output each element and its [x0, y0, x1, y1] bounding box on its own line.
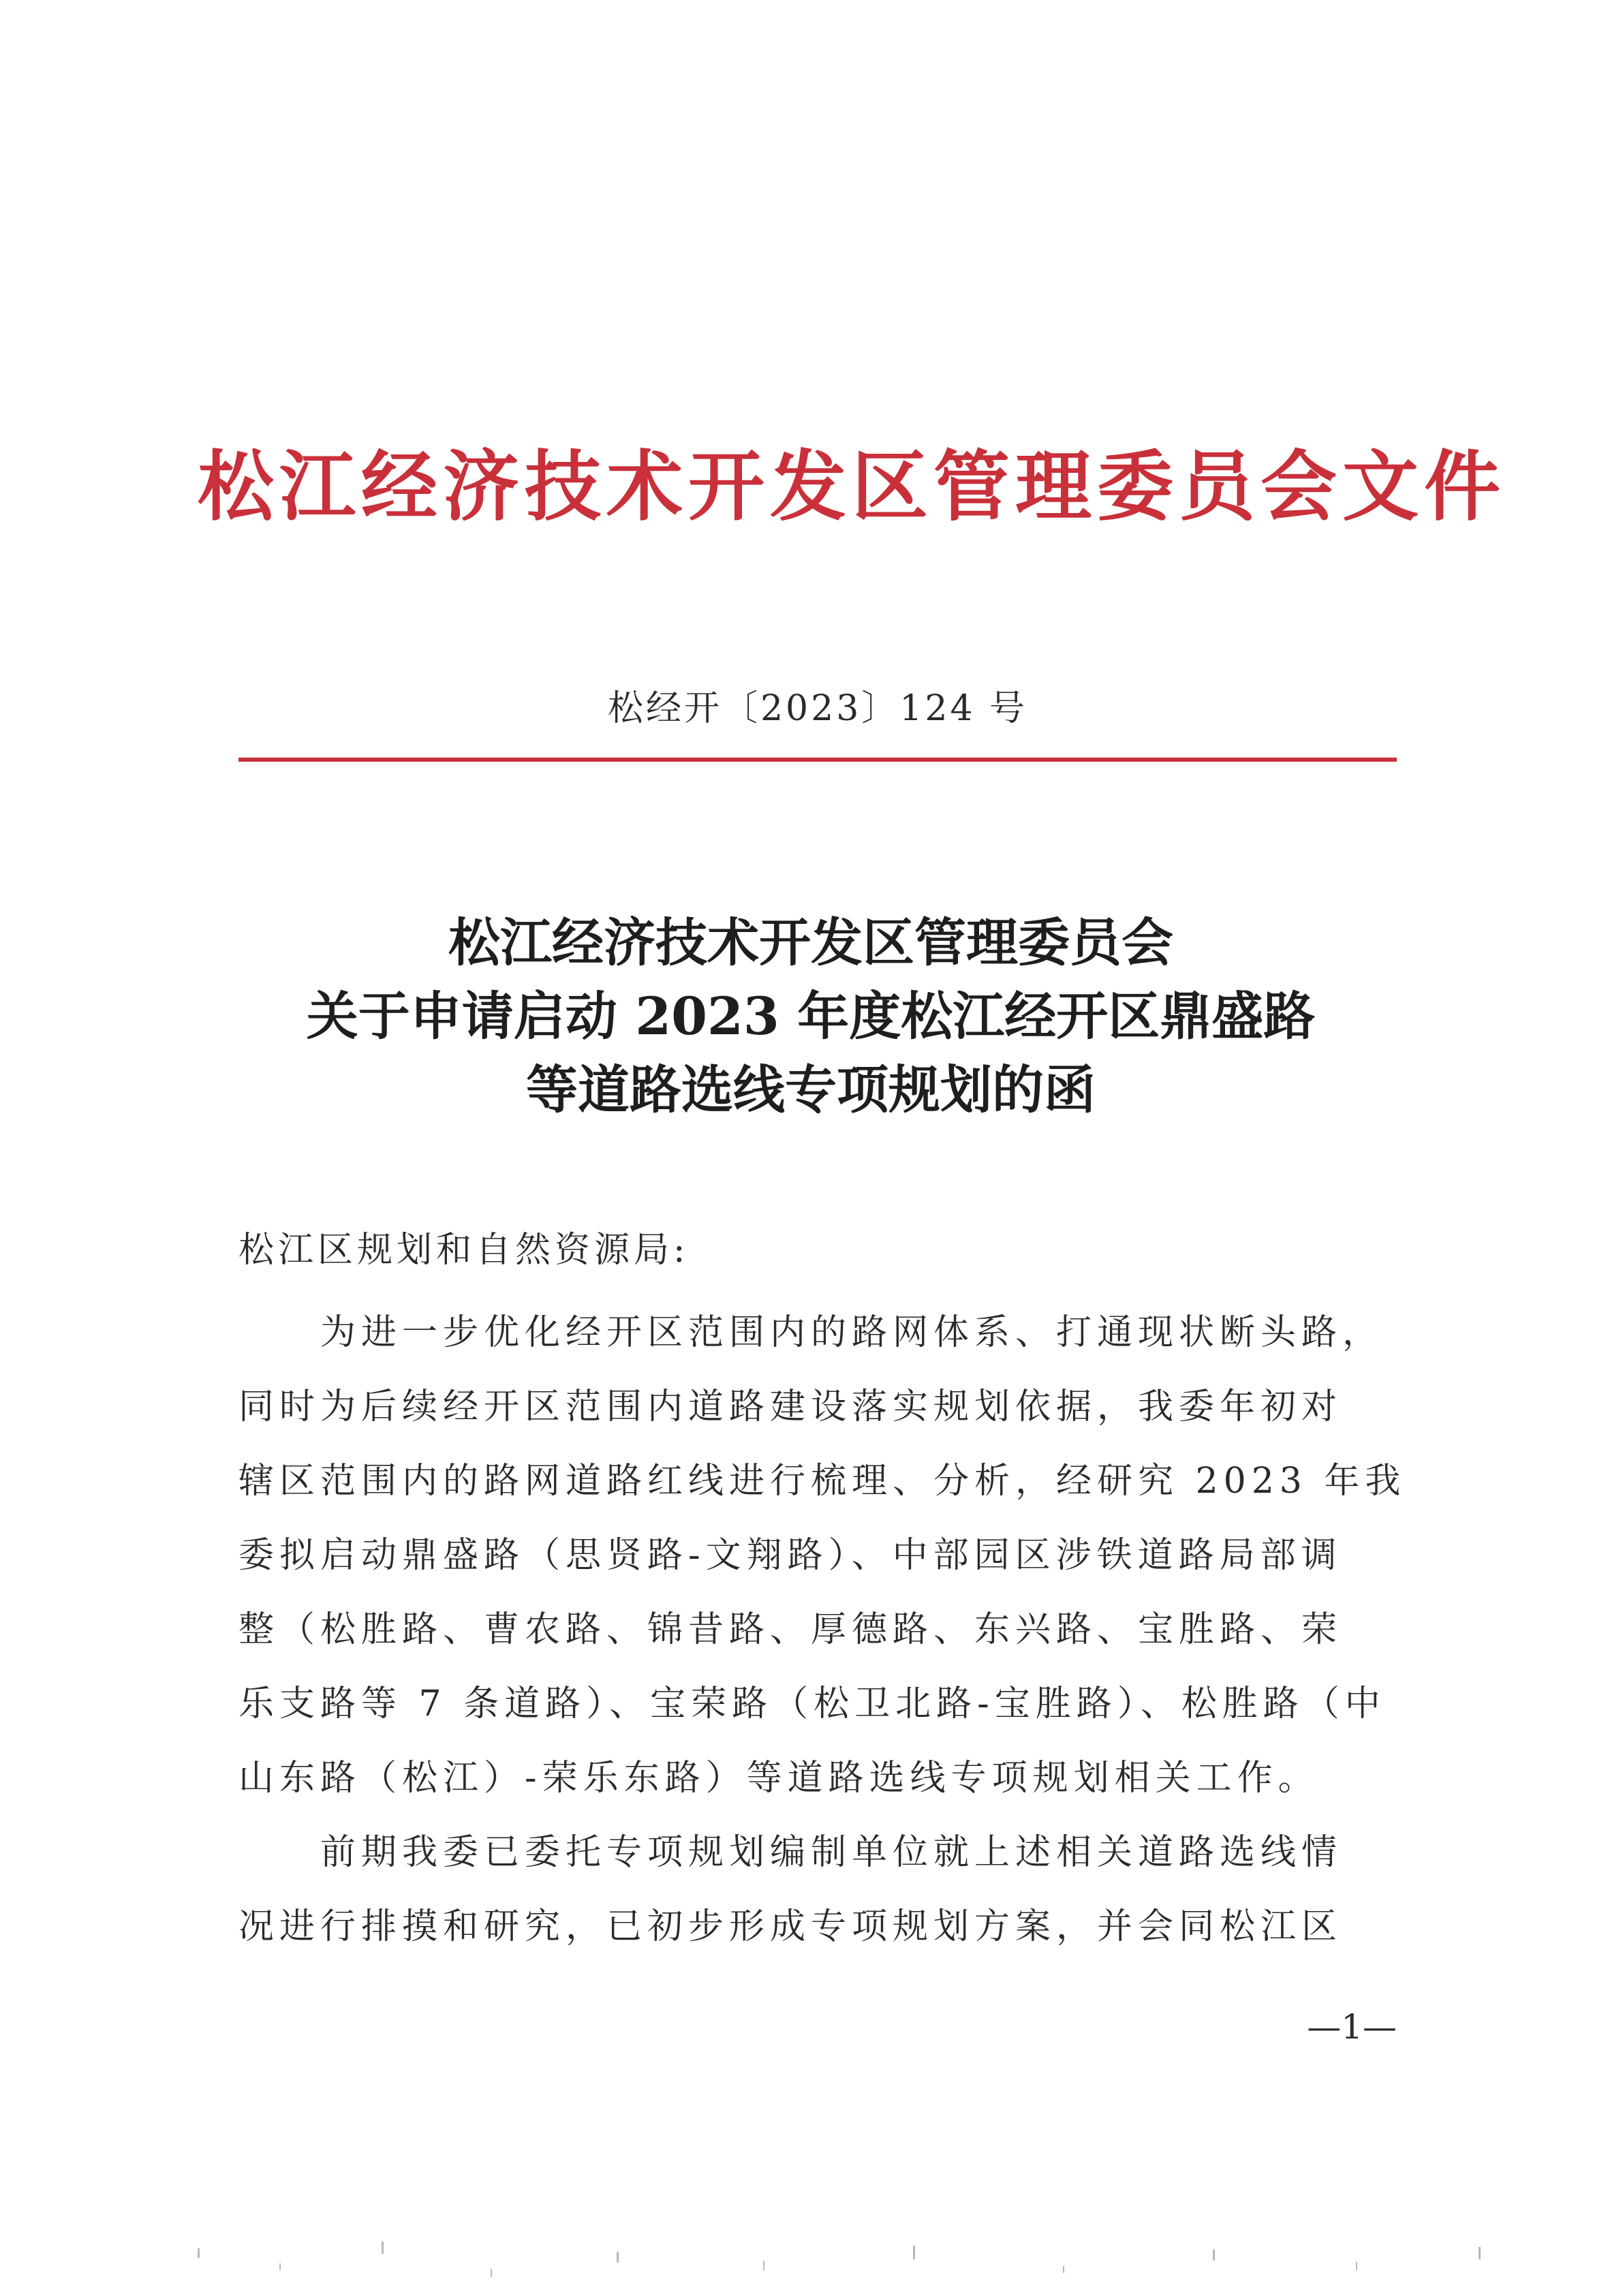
- salutation: 松江区规划和自然资源局:: [238, 1230, 690, 1271]
- body-line: 整（松胜路、曹农路、锦昔路、厚德路、东兴路、宝胜路、荣: [238, 1609, 1343, 1650]
- document-title: [204, 906, 1417, 1127]
- body-line: 为进一步优化经开区范围内的路网体系、打通现状断头路，: [238, 1312, 1384, 1353]
- title-line: 松江经济技术开发区管理委员会: [448, 912, 1173, 973]
- document-number: 松经开〔2023〕124 号: [607, 688, 1028, 729]
- body-text: [238, 1296, 1406, 1964]
- body-line: 同时为后续经开区范围内道路建设落实规划依据，我委年初对: [238, 1386, 1343, 1427]
- body-line: 前期我委已委托专项规划编制单位就上述相关道路选线情: [238, 1832, 1343, 1873]
- page-number: —1—: [1307, 2007, 1397, 2047]
- body-line: 况进行排摸和研究，已初步形成专项规划方案，并会同松江区: [238, 1906, 1343, 1947]
- body-line: 山东路（松江）-荣乐东路）等道路选线专项规划相关工作。: [238, 1758, 1319, 1799]
- title-line: 等道路选线专项规划的函: [526, 1059, 1096, 1120]
- title-line: 关于申请启动 2023 年度松江经开区鼎盛路: [306, 986, 1316, 1046]
- body-line: 委拟启动鼎盛路（思贤路-文翔路）、中部园区涉铁道路局部调: [238, 1535, 1342, 1576]
- scan-noise-strip: [0, 2221, 1623, 2296]
- body-line: 乐支路等 7 条道路）、宝荣路（松卫北路-宝胜路）、松胜路（中: [238, 1684, 1386, 1724]
- letterhead-title: 松江经济技术开发区管理委员会文件: [198, 442, 1506, 531]
- body-line: 辖区范围内的路网道路红线进行梳理、分析，经研究 2023 年我: [238, 1461, 1406, 1502]
- red-separator-line: [238, 758, 1397, 762]
